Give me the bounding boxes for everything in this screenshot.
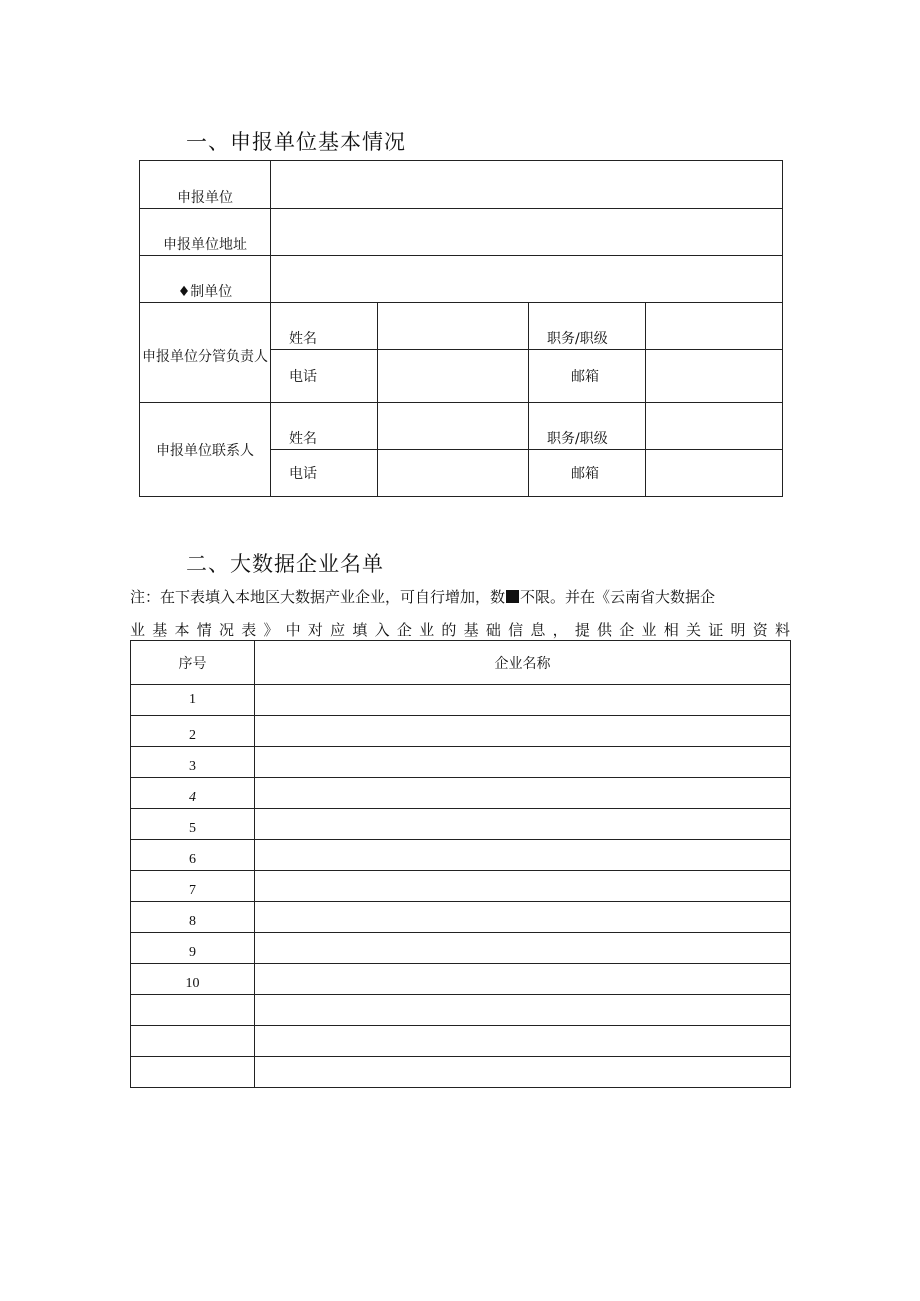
maker-label: ♦制单位 [140, 256, 271, 303]
maker-value-cell[interactable] [271, 256, 783, 303]
enterprise-name-cell[interactable] [255, 871, 791, 902]
leader-position-label: 职务/职级 [529, 303, 646, 350]
enterprise-list-table [130, 640, 791, 1088]
enterprise-name-cell[interactable] [255, 685, 791, 716]
enterprise-name-cell[interactable] [255, 1057, 791, 1088]
table-row-seq: 3 [131, 747, 255, 778]
address-value-cell[interactable] [271, 209, 783, 256]
enterprise-name-cell[interactable] [255, 840, 791, 871]
section1-title: 一、申报单位基本情况 [186, 130, 406, 154]
note-line-1-start: 注：在下表填入本地区大数据产业企业，可自行增加，数 [130, 588, 506, 606]
note-line-1 [130, 587, 790, 607]
contact-position-label: 职务/职级 [529, 403, 646, 450]
redacted-square-icon [506, 590, 519, 603]
enterprise-name-cell[interactable] [255, 716, 791, 747]
table-row-seq: 10 [131, 964, 255, 995]
contact-name-label: 姓名 [271, 403, 378, 450]
table-row-seq: 4 [131, 778, 255, 809]
seq-column-header: 序号 [131, 641, 255, 685]
table-row-seq [131, 1057, 255, 1088]
note-line-2: 业基本情况表》中对应填入企业的基础信息，提供企业相关证明资料 [130, 621, 790, 639]
unit-label: 申报单位 [140, 161, 271, 209]
leader-phone-cell[interactable] [378, 350, 529, 403]
unit-info-table [139, 160, 783, 497]
leader-name-label: 姓名 [271, 303, 378, 350]
table-row-seq: 6 [131, 840, 255, 871]
leader-phone-label: 电话 [271, 350, 378, 403]
leader-label: 申报单位分管负责人 [140, 303, 271, 403]
enterprise-name-cell[interactable] [255, 778, 791, 809]
table-row-seq: 7 [131, 871, 255, 902]
leader-email-cell[interactable] [646, 350, 783, 403]
section2-title: 二、大数据企业名单 [186, 552, 384, 576]
contact-label: 申报单位联系人 [140, 403, 271, 497]
table-row-seq: 8 [131, 902, 255, 933]
enterprise-name-cell[interactable] [255, 902, 791, 933]
contact-email-cell[interactable] [646, 450, 783, 497]
enterprise-name-cell[interactable] [255, 809, 791, 840]
unit-value-cell[interactable] [271, 161, 783, 209]
table-row-seq [131, 995, 255, 1026]
enterprise-name-cell[interactable] [255, 995, 791, 1026]
enterprise-name-cell[interactable] [255, 747, 791, 778]
contact-position-cell[interactable] [646, 403, 783, 450]
contact-email-label: 邮箱 [529, 450, 646, 497]
table-row-seq: 2 [131, 716, 255, 747]
table-row-seq: 1 [131, 685, 255, 716]
address-label: 申报单位地址 [140, 209, 271, 256]
enterprise-name-cell[interactable] [255, 964, 791, 995]
enterprise-name-cell[interactable] [255, 933, 791, 964]
contact-phone-cell[interactable] [378, 450, 529, 497]
leader-position-cell[interactable] [646, 303, 783, 350]
table-row-seq [131, 1026, 255, 1057]
contact-phone-label: 电话 [271, 450, 378, 497]
enterprise-name-cell[interactable] [255, 1026, 791, 1057]
leader-name-cell[interactable] [378, 303, 529, 350]
table-row-seq: 9 [131, 933, 255, 964]
table-row-seq: 5 [131, 809, 255, 840]
name-column-header: 企业名称 [255, 641, 791, 685]
contact-name-cell[interactable] [378, 403, 529, 450]
leader-email-label: 邮箱 [529, 350, 646, 403]
note-line-1-end: 不限。并在《云南省大数据企 [520, 588, 716, 606]
